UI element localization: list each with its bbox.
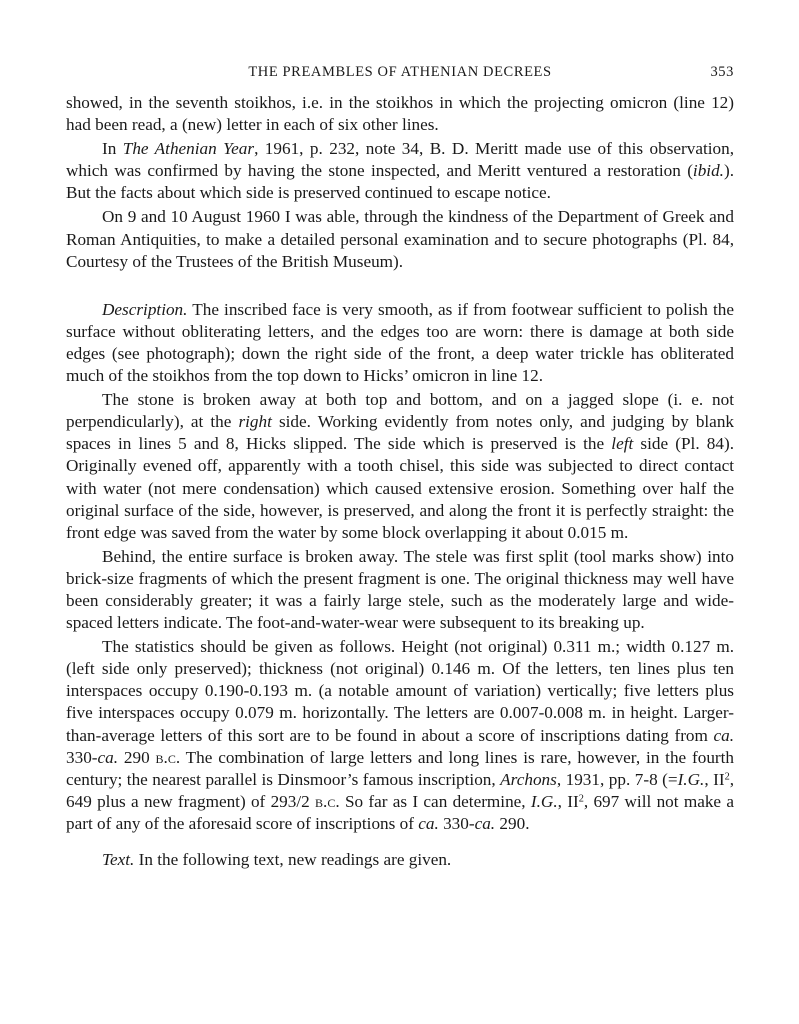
italic-text: I.G. — [530, 791, 558, 811]
italic-text: The Athenian Year — [122, 139, 255, 159]
paragraph-description — [66, 299, 734, 387]
text-run: 290. — [495, 813, 530, 833]
text-run: , 1931, pp. 7-8 (= — [556, 769, 678, 789]
text-run: 330- — [438, 813, 475, 833]
text-run: On 9 and 10 August 1960 I was able, through the kindness of the Department of Greek and Roman Antiquities, to make a detailed personal examination and to secure photographs (Pl. 84, Courtesy of the Trustees of the British Museum). — [66, 207, 734, 271]
text-run: , 1961, p. 232, note 34, B. D. Meritt made use of this observation, which was confirmed by having the stone inspected, and Meritt ventured a restoration ( — [66, 139, 734, 181]
page-number: 353 — [710, 64, 734, 80]
paragraph-behind — [66, 546, 734, 634]
text-run: , 697 will not make a part of any of the aforesaid score of inscriptions of — [66, 791, 734, 833]
text-run: The stone is broken away at both top and bottom, and on a jagged slope (i. e. not perpendicularly), at the — [66, 390, 734, 432]
paragraph-statistics — [66, 636, 734, 835]
text-run: , 649 plus a new fragment) of 293/2 — [66, 769, 735, 811]
italic-text: left — [611, 434, 634, 454]
text-run: The inscribed face is very smooth, as if from footwear sufficient to polish the surface without obliterating letters, and the edges too are worn: there is damage at both side edges (see photograph); down the right side of the front, a deep water trickle has obliterated much of the stoikhos from the top down to Hicks’ omicron in line 12. — [66, 299, 734, 386]
running-header — [66, 58, 734, 86]
text-run: The statistics should be given as follows. Height (not original) 0.311 m.; width 0.127 m. (left side only preserved); thickness (not original) 0.146 m. Of the letters, ten lines plus ten interspaces occupy 0.190-0.193 m. (a notable amount of variation) vertically; five letters plus five interspaces occupy 0.079 m. horizontally. The letters are 0.007-0.008 m. in height. Larger-than-average letters of this sort are to be found in about a score of inscriptions dating from — [66, 637, 734, 745]
paragraph-athenian-year — [66, 138, 734, 204]
text-run: So far as I can determine, — [339, 791, 531, 811]
text-run: 290 — [118, 747, 156, 767]
italic-text: Text. — [102, 850, 135, 869]
italic-text: ibid. — [692, 161, 724, 181]
italic-text: Archons — [500, 769, 557, 789]
text-run: ). But the facts about which side is preserved continued to escape notice. — [66, 161, 734, 203]
text-run: showed, in the seventh stoikhos, i.e. in the stoikhos in which the projecting omicron (line 12) had been read, a (new) letter in each of six other lines. — [66, 93, 734, 135]
text-run: In — [102, 139, 123, 159]
paragraph-examination — [66, 206, 734, 272]
italic-text: ca. — [418, 813, 439, 833]
italic-text: Description. — [102, 299, 188, 319]
text-run: 330- — [66, 747, 98, 767]
text-run: side. Working evidently from notes only, and judging by blank spaces in lines 5 and 8, Hicks slipped. The side which is preserved is the — [66, 412, 735, 454]
superscript: 2 — [724, 771, 730, 783]
italic-text: right — [238, 412, 272, 432]
paragraph-continuation — [66, 92, 734, 136]
paragraph-stone-broken — [66, 389, 734, 544]
superscript: 2 — [578, 793, 584, 805]
text-run: , II — [704, 769, 725, 789]
body-text — [66, 92, 734, 871]
italic-text: ca. — [713, 725, 734, 745]
document-page — [66, 58, 734, 873]
small-caps-text: b.c. — [315, 791, 340, 811]
small-caps-text: b.c. — [155, 747, 181, 767]
text-run: Behind, the entire surface is broken away. The stele was first split (tool marks show) into brick-size fragments of which the present fragment is one. The original thickness may well have been considerably greater; it was a fairly large stele, such as the moderately large and wide-spaced letters indicate. The foot-and-water-wear were subsequent to its breaking up. — [66, 546, 734, 633]
text-run: , II — [557, 791, 579, 811]
text-run: In the following text, new readings are given. — [134, 850, 452, 869]
italic-text: I.G. — [677, 769, 705, 789]
text-run: side (Pl. 84). Originally evened off, apparently with a tooth chisel, this side was subjected to direct contact with water (not mere condensation) which caused extensive erosion. Something over half the original surface of the side, however, is preserved, and along the front it is perfectly straight: the front edge was saved from the water by some block overlapping it about 0.015 m. — [66, 434, 734, 542]
paragraph-text-intro — [66, 849, 734, 871]
running-title: THE PREAMBLES OF ATHENIAN DECREES — [248, 64, 552, 80]
text-run: The combination of large letters and long lines is rare, however, in the fourth century; the nearest parallel is Dinsmoor’s famous inscription, — [66, 747, 735, 789]
italic-text: ca. — [97, 747, 119, 767]
italic-text: ca. — [474, 813, 496, 833]
